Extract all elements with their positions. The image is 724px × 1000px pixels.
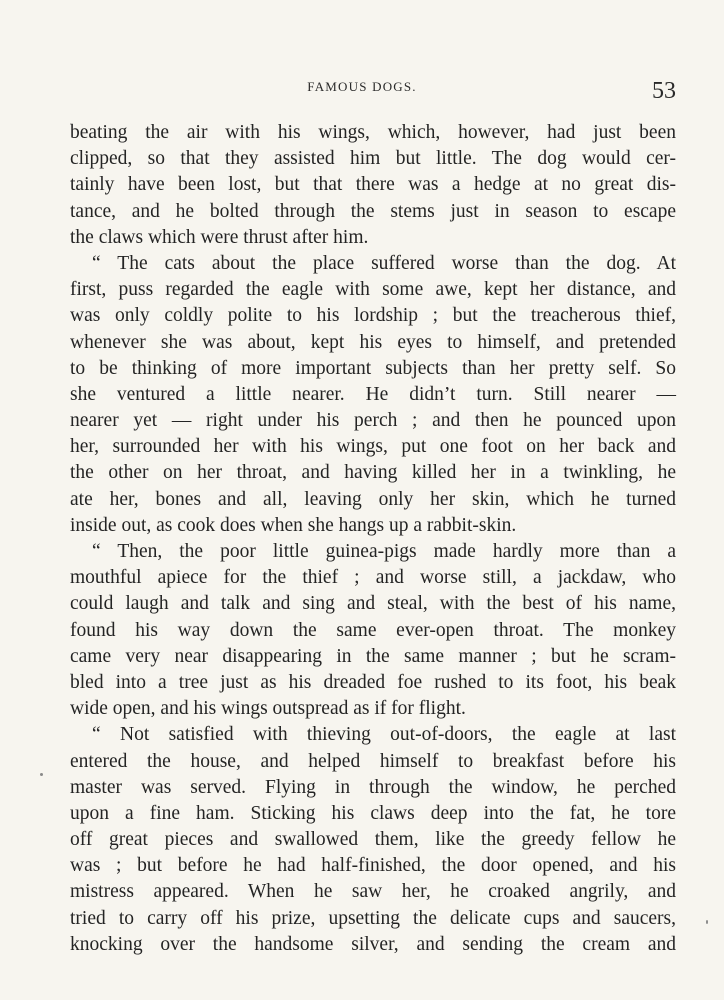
text-line: first, puss regarded the eagle with some awe, kept her distance, and — [70, 279, 676, 301]
text-line: the claws which were thrust after him. — [70, 226, 369, 248]
running-head-title: FAMOUS DOGS. — [307, 79, 417, 94]
text-line: was only coldly polite to his lordship ; but the treacherous thief, — [70, 305, 676, 327]
text-line: mouthful apiece for the thief ; and worse still, a jackdaw, who — [70, 567, 676, 589]
text-line: tried to carry off his prize, upsetting the delicate cups and saucers, — [70, 907, 676, 929]
body-text — [70, 120, 676, 958]
text-line: upon a fine ham. Sticking his claws deep into the fat, he tore — [70, 802, 676, 824]
text-line: her, surrounded her with his wings, put one foot on her back and — [70, 436, 676, 458]
text-line: was ; but before he had half-finished, the door opened, and his — [70, 855, 676, 877]
paragraph-start-line: “ Then, the poor little guinea-pigs made hardly more than a — [92, 541, 676, 562]
text-line: wide open, and his wings outspread as if for flight. — [70, 698, 466, 720]
page-number: 53 — [652, 78, 676, 104]
paragraph-start-line: “ The cats about the place suffered worse than the dog. At — [92, 252, 676, 274]
text-line: bled into a tree just as his dreaded foe rushed to its foot, his beak — [70, 671, 676, 693]
text-line: whenever she was about, kept his eyes to himself, and pretended — [70, 331, 676, 353]
text-line: mistress appeared. When he saw her, he croaked angrily, and — [70, 881, 676, 903]
text-line: the other on her throat, and having killed her in a twinkling, he — [70, 462, 676, 484]
paper-speck — [706, 920, 708, 924]
text-line: to be thinking of more important subjects than her pretty self. So — [70, 357, 676, 379]
text-line: tainly have been lost, but that there was a hedge at no great dis- — [70, 174, 676, 196]
text-line: knocking over the handsome silver, and sending the cream and — [70, 933, 676, 955]
text-line: off great pieces and swallowed them, like the greedy fellow he — [70, 829, 676, 851]
text-line: inside out, as cook does when she hangs up a rabbit-skin. — [70, 514, 517, 536]
text-line: came very near disappearing in the same manner ; but he scram- — [70, 645, 676, 667]
text-line: nearer yet — right under his perch ; and then he pounced upon — [70, 410, 676, 432]
text-line: entered the house, and helped himself to breakfast before his — [70, 750, 676, 772]
paragraph-start-line: “ Not satisfied with thieving out-of-doors, the eagle at last — [92, 724, 676, 746]
text-line: could laugh and talk and sing and steal, with the best of his name, — [70, 593, 676, 615]
text-line: master was served. Flying in through the window, he perched — [70, 776, 676, 798]
text-line: found his way down the same ever-open throat. The monkey — [70, 619, 676, 641]
text-line: ate her, bones and all, leaving only her skin, which he turned — [70, 488, 676, 510]
text-line: tance, and he bolted through the stems just in season to escape — [70, 200, 676, 222]
text-line: beating the air with his wings, which, however, had just been — [70, 122, 676, 143]
text-line: clipped, so that they assisted him but little. The dog would cer- — [70, 148, 676, 170]
text-line: she ventured a little nearer. He didn’t turn. Still nearer — — [70, 383, 676, 405]
paper-speck — [40, 773, 43, 776]
